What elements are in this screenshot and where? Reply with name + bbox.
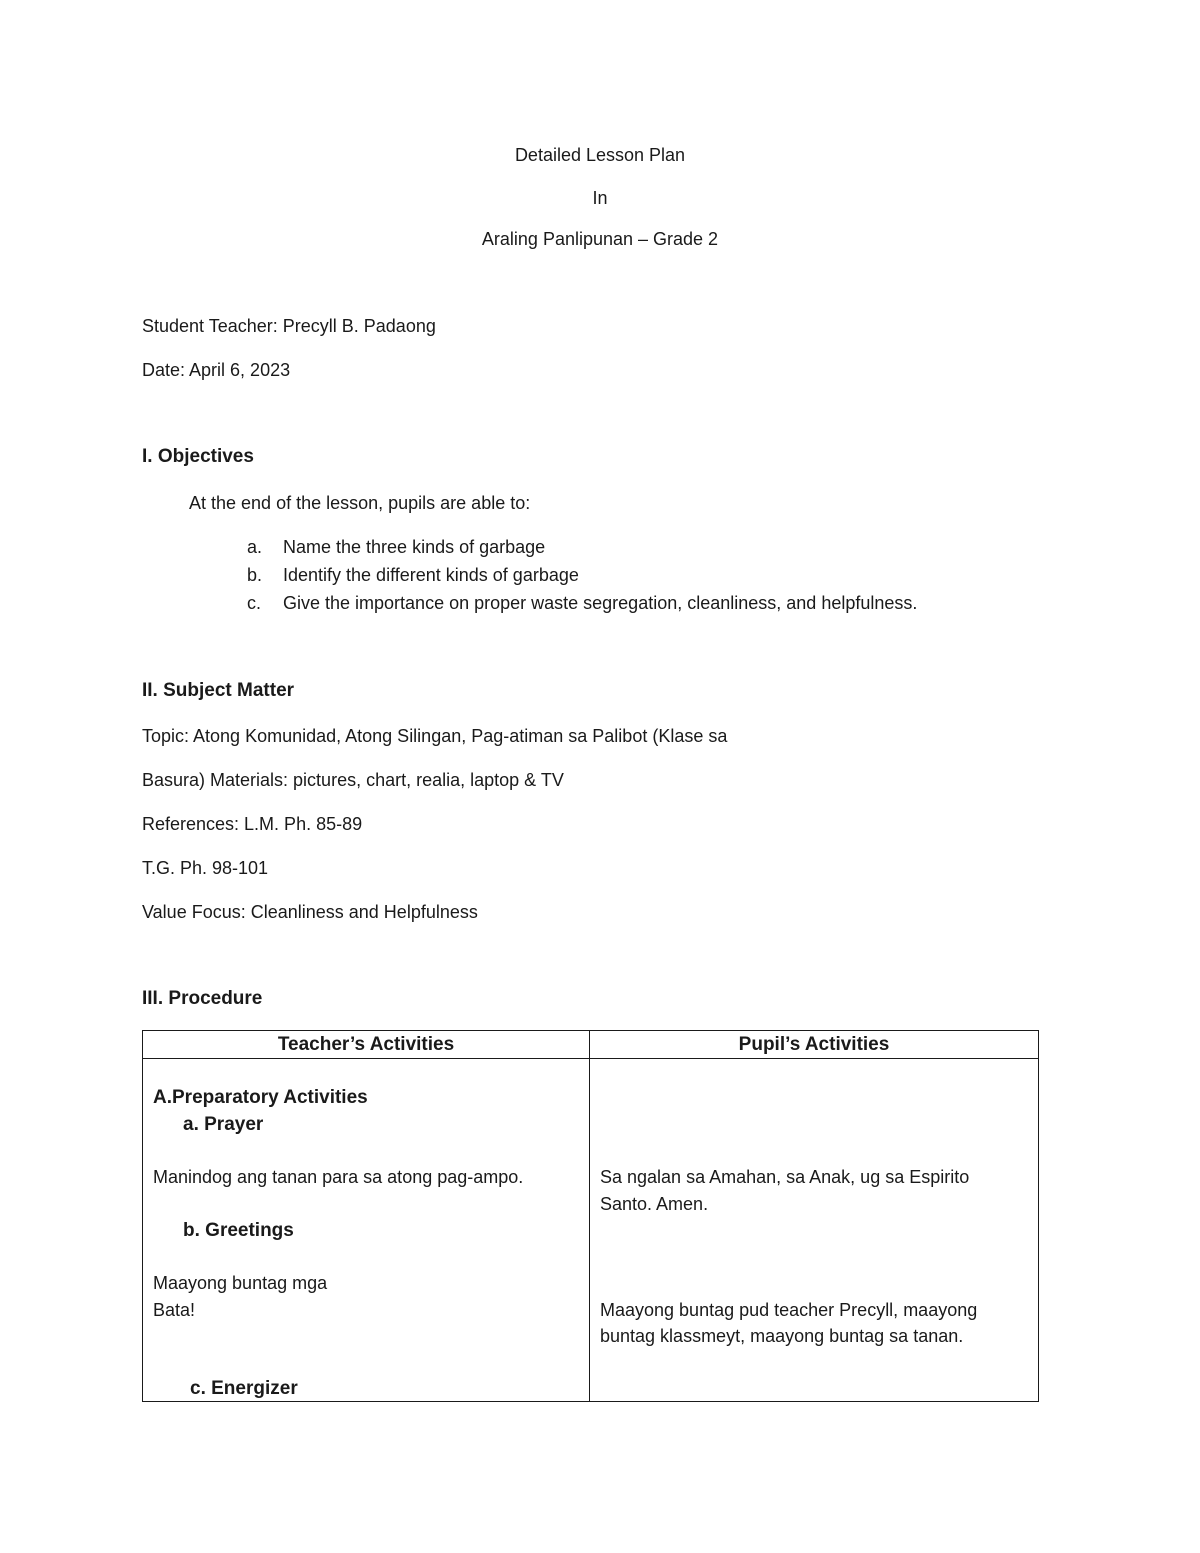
objective-item: Identify the different kinds of garbage [283,565,579,585]
pupil-greeting-line-1: Maayong buntag pud teacher Precyll, maayong [600,1300,978,1320]
subject-materials-line: Basura) Materials: pictures, chart, realia, laptop & TV [142,770,564,790]
table-header-row [143,1031,1039,1059]
subject-value-line: Value Focus: Cleanliness and Helpfulness [142,902,478,922]
subject-references-line: References: L.M. Ph. 85-89 [142,814,363,834]
objectives-heading: I. Objectives [142,446,254,467]
subject-matter-heading: II. Subject Matter [142,680,295,701]
pupil-prayer-line-2: Santo. Amen. [600,1194,709,1214]
procedure-heading: III. Procedure [142,988,263,1009]
objectives-intro: At the end of the lesson, pupils are able to: [189,493,531,513]
objective-marker: c. [247,593,262,613]
preparatory-activities-heading: A.Preparatory Activities [153,1087,368,1108]
teacher-activities-cell [143,1059,590,1402]
procedure-table [142,1030,1039,1402]
teacher-activities-header: Teacher’s Activities [143,1031,590,1059]
prayer-instruction: Manindog ang tanan para sa atong pag-ampo. [153,1167,524,1187]
title-line-2: In [592,188,608,208]
prayer-heading: a. Prayer [183,1114,264,1135]
subject-topic-line: Topic: Atong Komunidad, Atong Silingan, Pag-atiman sa Palibot (Klase sa [142,726,728,746]
teacher-greeting-line-1: Maayong buntag mga [153,1273,328,1293]
lesson-date: Date: April 6, 2023 [142,360,291,380]
student-teacher: Student Teacher: Precyll B. Padaong [142,316,436,336]
pupil-activities-header: Pupil’s Activities [590,1031,1039,1059]
objective-marker: a. [247,537,263,557]
teacher-greeting-line-2: Bata! [153,1300,196,1320]
table-row [143,1059,1039,1402]
objective-marker: b. [247,565,263,585]
pupil-prayer-line-1: Sa ngalan sa Amahan, sa Anak, ug sa Espirito [600,1167,970,1187]
subject-tg-line: T.G. Ph. 98-101 [142,858,269,878]
objective-item: Give the importance on proper waste segregation, cleanliness, and helpfulness. [283,593,918,613]
pupil-activities-cell [590,1059,1039,1402]
pupil-greeting-line-2: buntag klassmeyt, maayong buntag sa tanan. [600,1326,964,1346]
title-line-3: Araling Panlipunan – Grade 2 [481,229,719,249]
title-line-1: Detailed Lesson Plan [514,145,686,165]
objective-item: Name the three kinds of garbage [283,537,546,557]
energizer-heading: c. Energizer [190,1378,298,1399]
greetings-heading: b. Greetings [183,1220,294,1241]
